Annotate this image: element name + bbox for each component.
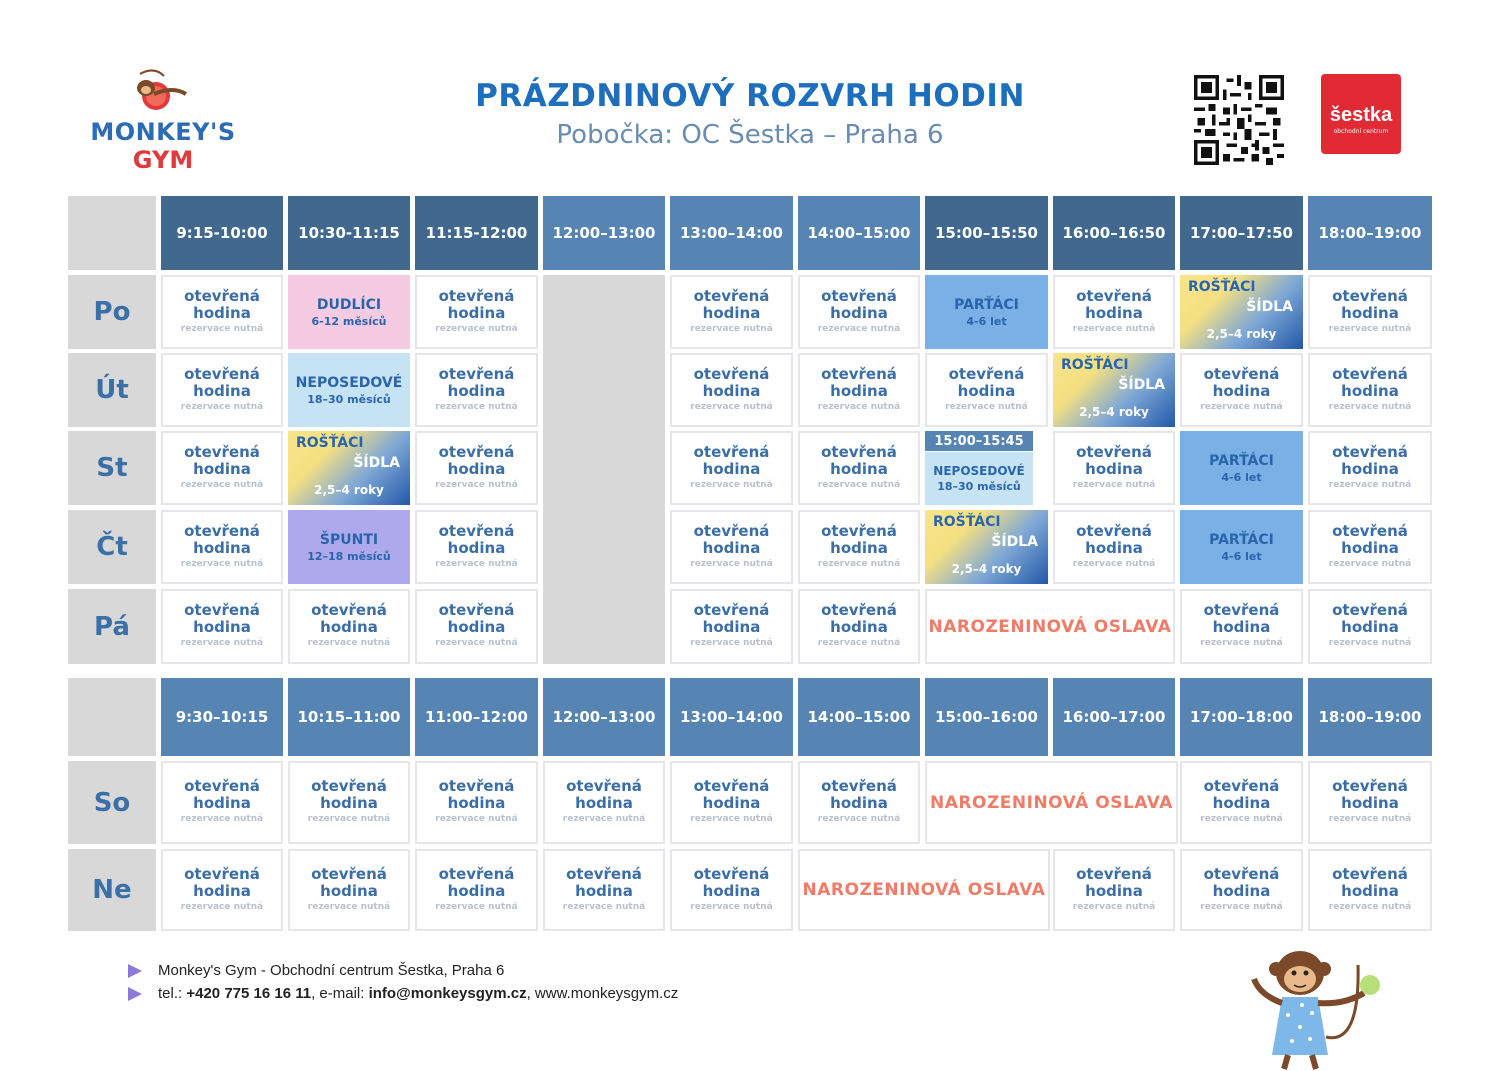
open-class-note: rezervace nutná — [690, 401, 773, 412]
open-class-line1: otevřená — [1076, 864, 1152, 883]
open-class-line2: hodina — [447, 881, 506, 900]
open-class-note: rezervace nutná — [817, 401, 901, 412]
open-class-note: rezervace nutná — [1072, 479, 1156, 490]
open-class-note: rezervace nutná — [435, 638, 518, 648]
open-class-line2: hodina — [447, 381, 506, 400]
open-class-slot[interactable] — [415, 589, 538, 664]
open-class-line1: otevřená — [184, 442, 260, 461]
time-header: 15:00–16:00 — [925, 678, 1048, 756]
footer-contact — [128, 985, 678, 1002]
activity-name: ROŠŤÁCI — [1188, 279, 1256, 295]
open-class-note: rezervace nutná — [435, 401, 518, 412]
open-class-line2: hodina — [702, 303, 761, 322]
activity-name-2: ŠÍDLA — [991, 534, 1038, 550]
activity-name-2: ŠÍDLA — [353, 455, 400, 471]
open-class-line2: hodina — [1085, 881, 1143, 900]
open-class-line1: otevřená — [693, 442, 770, 461]
open-class-line1: otevřená — [438, 777, 515, 795]
open-class-line2: hodina — [1341, 538, 1399, 557]
open-class-line1: otevřená — [1076, 286, 1152, 305]
open-class-line2: hodina — [830, 538, 888, 557]
open-class-slot[interactable] — [1308, 761, 1432, 844]
open-class-note: rezervace nutná — [180, 558, 264, 569]
open-class-slot[interactable] — [288, 849, 410, 931]
open-class-slot[interactable] — [543, 849, 665, 931]
monkeys-gym-logo — [88, 66, 238, 176]
open-class-line1: otevřená — [184, 364, 260, 383]
activity-name: ROŠŤÁCI — [933, 514, 1001, 530]
open-class-note: rezervace nutná — [1200, 638, 1283, 648]
open-class-line1: otevřená — [1076, 521, 1152, 540]
activity-rostaci-sidla[interactable] — [925, 510, 1048, 584]
tel-label: tel.: — [158, 985, 187, 1002]
open-class-note: rezervace nutná — [817, 323, 901, 334]
open-class-slot[interactable] — [670, 353, 793, 427]
birthday-party-slot[interactable]: NAROZENINOVÁ OSLAVA — [798, 849, 1050, 931]
time-header: 9:15-10:00 — [161, 196, 283, 270]
open-class-slot[interactable] — [1053, 849, 1175, 931]
activity-age: 2,5–4 roky — [951, 562, 1022, 576]
activity-age: 2,5–4 roky — [314, 483, 384, 497]
open-class-line2: hodina — [575, 881, 633, 900]
open-class-line2: hodina — [193, 618, 251, 636]
open-class-slot[interactable] — [161, 510, 283, 584]
open-class-note: rezervace nutná — [307, 638, 391, 648]
open-class-line1: otevřená — [1332, 864, 1408, 883]
open-class-line2: hodina — [957, 381, 1016, 400]
open-class-slot[interactable] — [670, 510, 793, 584]
open-class-line1: otevřená — [184, 777, 260, 795]
time-header: 17:00–18:00 — [1180, 678, 1303, 756]
time-header: 12:00–13:00 — [543, 196, 665, 270]
open-class-line1: otevřená — [184, 286, 260, 305]
open-class-note: rezervace nutná — [1200, 814, 1283, 824]
open-class-slot[interactable] — [1308, 510, 1432, 584]
time-header: 11:15-12:00 — [415, 196, 538, 270]
open-class-line1: otevřená — [693, 864, 770, 883]
open-class-line2: hodina — [702, 881, 761, 900]
open-class-line2: hodina — [1085, 459, 1143, 478]
day-label-pa: Pá — [68, 589, 156, 664]
birthday-party-slot[interactable]: NAROZENINOVÁ OSLAVA — [925, 761, 1178, 844]
birthday-party-slot[interactable]: NAROZENINOVÁ OSLAVA — [925, 589, 1175, 664]
day-label-ne: Ne — [68, 849, 156, 931]
open-class-slot[interactable] — [670, 761, 793, 844]
open-class-slot[interactable] — [1308, 275, 1432, 349]
open-class-slot[interactable] — [1180, 761, 1303, 844]
time-header: 11:00–12:00 — [415, 678, 538, 756]
open-class-line1: otevřená — [566, 864, 642, 883]
open-class-line2: hodina — [193, 881, 251, 900]
open-class-line2: hodina — [702, 538, 761, 557]
qr-code-icon[interactable] — [1194, 75, 1284, 165]
open-class-line1: otevřená — [311, 601, 387, 619]
open-class-line2: hodina — [1212, 381, 1271, 400]
day-label-ut: Út — [68, 353, 156, 427]
open-class-slot[interactable] — [415, 761, 538, 844]
open-class-slot[interactable] — [1308, 431, 1432, 505]
open-class-slot[interactable] — [161, 353, 283, 427]
open-class-note: rezervace nutná — [1328, 558, 1412, 569]
activity-age: 18–30 měsíců — [307, 392, 391, 406]
open-class-slot[interactable] — [1308, 353, 1432, 427]
email-label: , e-mail: — [311, 985, 369, 1002]
open-class-note: rezervace nutná — [690, 479, 773, 490]
open-class-line1: otevřená — [693, 521, 770, 540]
open-class-note: rezervace nutná — [180, 401, 264, 412]
open-class-line1: otevřená — [1332, 601, 1408, 619]
open-class-note: rezervace nutná — [1328, 479, 1412, 490]
activity-neposedove[interactable] — [925, 452, 1033, 505]
open-class-note: rezervace nutná — [817, 814, 901, 824]
open-class-line2: hodina — [193, 303, 251, 322]
open-class-line2: hodina — [320, 794, 378, 812]
activity-age: 2,5–4 roky — [1079, 405, 1149, 419]
open-class-line1: otevřená — [1203, 777, 1280, 795]
activity-name: NEPOSEDOVÉ — [295, 374, 403, 391]
bullet-arrow-icon — [128, 987, 142, 1001]
open-class-line1: otevřená — [693, 601, 770, 619]
open-class-line1: otevřená — [821, 777, 897, 795]
open-class-line2: hodina — [447, 459, 506, 478]
open-class-slot[interactable] — [161, 275, 283, 349]
open-class-slot[interactable] — [798, 431, 920, 505]
time-header: 16:00–17:00 — [1053, 678, 1175, 756]
open-class-line2: hodina — [1341, 618, 1399, 636]
open-class-line1: otevřená — [821, 601, 897, 619]
open-class-note: rezervace nutná — [307, 901, 391, 912]
open-class-slot[interactable] — [543, 761, 665, 844]
open-class-slot[interactable] — [1053, 510, 1175, 584]
weekend-table-corner — [68, 678, 156, 756]
open-class-slot[interactable] — [925, 353, 1048, 427]
open-class-note: rezervace nutná — [435, 479, 518, 490]
open-class-slot[interactable] — [798, 761, 920, 844]
open-class-line2: hodina — [193, 794, 251, 812]
footer-address-text: Monkey's Gym - Obchodní centrum Šestka, Praha 6 — [158, 962, 505, 979]
open-class-line2: hodina — [1085, 538, 1143, 557]
email-link[interactable]: info@monkeysgym.cz — [368, 985, 527, 1002]
monkey-mascot-icon — [1240, 945, 1390, 1071]
day-label-st: St — [68, 431, 156, 505]
open-class-slot[interactable] — [288, 761, 410, 844]
open-class-note: rezervace nutná — [435, 323, 518, 334]
open-class-line2: hodina — [1341, 794, 1399, 812]
open-class-line2: hodina — [193, 459, 251, 478]
activity-age: 18–30 měsíců — [937, 480, 1021, 493]
open-class-line1: otevřená — [438, 864, 515, 883]
open-class-line1: otevřená — [438, 601, 515, 619]
open-class-slot[interactable] — [1180, 353, 1303, 427]
time-header: 13:00–14:00 — [670, 196, 793, 270]
time-header: 16:00–16:50 — [1053, 196, 1175, 270]
open-class-slot[interactable] — [1053, 275, 1175, 349]
open-class-slot[interactable] — [798, 510, 920, 584]
open-class-note: rezervace nutná — [817, 479, 901, 490]
open-class-slot[interactable] — [161, 589, 283, 664]
open-class-line2: hodina — [702, 459, 761, 478]
day-label-po: Po — [68, 275, 156, 349]
open-class-line1: otevřená — [566, 777, 642, 795]
open-class-line1: otevřená — [184, 521, 260, 540]
activity-age: 4-6 let — [1221, 549, 1262, 563]
activity-neposedove[interactable] — [288, 353, 410, 427]
open-class-line1: otevřená — [438, 286, 515, 305]
sestka-partner-logo — [1321, 74, 1401, 154]
open-class-slot[interactable] — [670, 431, 793, 505]
open-class-line1: otevřená — [311, 777, 387, 795]
activity-partaci[interactable] — [1180, 510, 1303, 584]
open-class-line2: hodina — [193, 538, 251, 557]
open-class-slot[interactable] — [798, 275, 920, 349]
activity-partaci[interactable] — [1180, 431, 1303, 505]
open-class-note: rezervace nutná — [435, 814, 518, 824]
open-class-line1: otevřená — [821, 364, 897, 383]
logo-text-gym: GYM — [132, 146, 194, 174]
open-class-note: rezervace nutná — [180, 479, 264, 490]
sestka-logo-text: šestka — [1329, 104, 1393, 126]
open-class-line2: hodina — [447, 794, 506, 812]
open-class-line1: otevřená — [184, 601, 260, 619]
open-class-note: rezervace nutná — [1072, 323, 1156, 334]
activity-name: ROŠŤÁCI — [296, 435, 364, 451]
open-class-line2: hodina — [1341, 303, 1399, 322]
open-class-line2: hodina — [1341, 881, 1399, 900]
logo-text-monkeys: MONKEY'S — [90, 118, 236, 146]
special-time-label: 15:00–15:45 — [925, 431, 1033, 451]
open-class-slot[interactable] — [161, 849, 283, 931]
open-class-note: rezervace nutná — [1072, 901, 1156, 912]
open-class-line2: hodina — [830, 794, 888, 812]
open-class-slot[interactable] — [161, 761, 283, 844]
open-class-line1: otevřená — [1203, 601, 1280, 619]
weekday-table-corner — [68, 196, 156, 270]
time-header: 9:30–10:15 — [161, 678, 283, 756]
open-class-line2: hodina — [830, 618, 888, 636]
open-class-line2: hodina — [1212, 618, 1271, 636]
open-class-note: rezervace nutná — [562, 814, 646, 824]
open-class-line1: otevřená — [1203, 864, 1280, 883]
open-class-note: rezervace nutná — [1200, 401, 1283, 412]
open-class-note: rezervace nutná — [562, 901, 646, 912]
activity-spunti[interactable] — [288, 510, 410, 584]
open-class-line1: otevřená — [438, 442, 515, 461]
open-class-note: rezervace nutná — [945, 401, 1028, 412]
open-class-note: rezervace nutná — [1328, 814, 1412, 824]
open-class-line2: hodina — [1341, 381, 1399, 400]
open-class-slot[interactable] — [161, 431, 283, 505]
time-header: 18:00–19:00 — [1308, 678, 1432, 756]
open-class-note: rezervace nutná — [180, 323, 264, 334]
activity-name-2: ŠÍDLA — [1246, 299, 1293, 315]
open-class-line2: hodina — [447, 618, 506, 636]
open-class-note: rezervace nutná — [1328, 638, 1412, 648]
page-subtitle: Pobočka: OC Šestka – Praha 6 — [556, 120, 944, 150]
activity-age: 2,5–4 roky — [1206, 327, 1277, 341]
open-class-line2: hodina — [702, 618, 761, 636]
time-header: 15:00–15:50 — [925, 196, 1048, 270]
open-class-slot[interactable] — [670, 275, 793, 349]
open-class-slot[interactable] — [288, 589, 410, 664]
open-class-line1: otevřená — [1332, 521, 1408, 540]
open-class-line2: hodina — [702, 794, 761, 812]
open-class-line1: otevřená — [821, 442, 897, 461]
open-class-line2: hodina — [1341, 459, 1399, 478]
open-class-note: rezervace nutná — [307, 814, 391, 824]
open-class-note: rezervace nutná — [690, 638, 773, 648]
open-class-line1: otevřená — [821, 521, 897, 540]
open-class-slot[interactable] — [670, 849, 793, 931]
activity-age: 6-12 měsíců — [311, 314, 387, 328]
open-class-note: rezervace nutná — [180, 901, 264, 912]
open-class-note: rezervace nutná — [1328, 323, 1412, 334]
open-class-slot[interactable] — [415, 353, 538, 427]
open-class-note: rezervace nutná — [690, 814, 773, 824]
activity-name-2: ŠÍDLA — [1118, 377, 1165, 393]
page-title: PRÁZDNINOVÝ ROZVRH HODIN — [475, 78, 1025, 114]
open-class-note: rezervace nutná — [180, 638, 264, 648]
open-class-line1: otevřená — [438, 364, 515, 383]
time-header: 10:30-11:15 — [288, 196, 410, 270]
open-class-note: rezervace nutná — [817, 558, 901, 569]
open-class-note: rezervace nutná — [690, 323, 773, 334]
open-class-line1: otevřená — [821, 286, 897, 305]
open-class-line2: hodina — [1085, 303, 1143, 322]
open-class-note: rezervace nutná — [1200, 901, 1283, 912]
activity-name: ROŠŤÁCI — [1061, 357, 1129, 373]
activity-rostaci-sidla[interactable] — [288, 431, 410, 505]
open-class-line2: hodina — [193, 381, 251, 400]
open-class-line1: otevřená — [1332, 286, 1408, 305]
open-class-slot[interactable] — [1308, 849, 1432, 931]
open-class-line2: hodina — [320, 881, 378, 900]
open-class-line2: hodina — [575, 794, 633, 812]
activity-rostaci-sidla[interactable] — [1053, 353, 1175, 427]
website-link[interactable]: , www.monkeysgym.cz — [526, 985, 679, 1002]
open-class-note: rezervace nutná — [817, 638, 901, 648]
open-class-note: rezervace nutná — [1328, 401, 1412, 412]
open-class-line1: otevřená — [1332, 364, 1408, 383]
open-class-note: rezervace nutná — [1072, 558, 1156, 569]
open-class-line1: otevřená — [693, 777, 770, 795]
open-class-slot[interactable] — [1053, 431, 1175, 505]
open-class-line2: hodina — [320, 618, 378, 636]
open-class-note: rezervace nutná — [180, 814, 264, 824]
time-header: 18:00–19:00 — [1308, 196, 1432, 270]
open-class-slot[interactable] — [798, 353, 920, 427]
open-class-line2: hodina — [830, 303, 888, 322]
open-class-slot[interactable] — [1308, 589, 1432, 664]
monkey-mascot-icon — [88, 66, 238, 121]
activity-age: 4-6 let — [966, 314, 1007, 328]
time-header: 17:00–17:50 — [1180, 196, 1303, 270]
time-header: 12:00–13:00 — [543, 678, 665, 756]
time-header: 14:00–15:00 — [798, 196, 920, 270]
activity-age: 12–18 měsíců — [307, 549, 391, 563]
open-class-line2: hodina — [830, 381, 888, 400]
open-class-line1: otevřená — [693, 364, 770, 383]
open-class-slot[interactable] — [415, 849, 538, 931]
activity-name: PARŤÁCI — [1209, 452, 1274, 469]
open-class-line2: hodina — [1212, 881, 1271, 900]
open-class-slot[interactable] — [415, 275, 538, 349]
open-class-line1: otevřená — [1203, 364, 1280, 383]
activity-name: NEPOSEDOVÉ — [933, 464, 1025, 478]
open-class-note: rezervace nutná — [1328, 901, 1412, 912]
open-class-line1: otevřená — [948, 364, 1025, 383]
activity-name: ŠPUNTI — [319, 531, 379, 548]
open-class-note: rezervace nutná — [435, 558, 518, 569]
open-class-line1: otevřená — [438, 521, 515, 540]
open-class-note: rezervace nutná — [690, 901, 773, 912]
activity-name: PARŤÁCI — [954, 296, 1019, 313]
open-class-line2: hodina — [447, 303, 506, 322]
footer-address — [128, 962, 504, 979]
open-class-note: rezervace nutná — [690, 558, 773, 569]
open-class-slot[interactable] — [1180, 849, 1303, 931]
open-class-slot[interactable] — [798, 589, 920, 664]
activity-partaci[interactable] — [925, 275, 1048, 349]
open-class-note: rezervace nutná — [435, 901, 518, 912]
open-class-line2: hodina — [447, 538, 506, 557]
activity-rostaci-sidla[interactable] — [1180, 275, 1303, 349]
sestka-logo-subtext: obchodní centrum — [1333, 128, 1389, 135]
open-class-line1: otevřená — [1076, 442, 1152, 461]
closed-slot-column — [543, 275, 665, 664]
open-class-slot[interactable] — [670, 589, 793, 664]
activity-age: 4-6 let — [1221, 470, 1262, 484]
activity-name: DUDLÍCI — [316, 296, 382, 313]
time-header: 10:15–11:00 — [288, 678, 410, 756]
day-label-ct: Čt — [68, 510, 156, 584]
open-class-line1: otevřená — [1332, 777, 1408, 795]
open-class-line1: otevřená — [311, 864, 387, 883]
open-class-line1: otevřená — [1332, 442, 1408, 461]
bullet-arrow-icon — [128, 964, 142, 978]
open-class-line2: hodina — [1212, 794, 1271, 812]
open-class-line2: hodina — [830, 459, 888, 478]
open-class-line1: otevřená — [184, 864, 260, 883]
open-class-slot[interactable] — [1180, 589, 1303, 664]
open-class-line1: otevřená — [693, 286, 770, 305]
open-class-line2: hodina — [702, 381, 761, 400]
day-label-so: So — [68, 761, 156, 844]
activity-dudlici[interactable] — [288, 275, 410, 349]
open-class-slot[interactable] — [415, 510, 538, 584]
time-header: 14:00–15:00 — [798, 678, 920, 756]
activity-name: PARŤÁCI — [1209, 531, 1274, 548]
time-header: 13:00–14:00 — [670, 678, 793, 756]
phone-number[interactable]: +420 775 16 16 11 — [186, 985, 312, 1002]
open-class-slot[interactable] — [415, 431, 538, 505]
